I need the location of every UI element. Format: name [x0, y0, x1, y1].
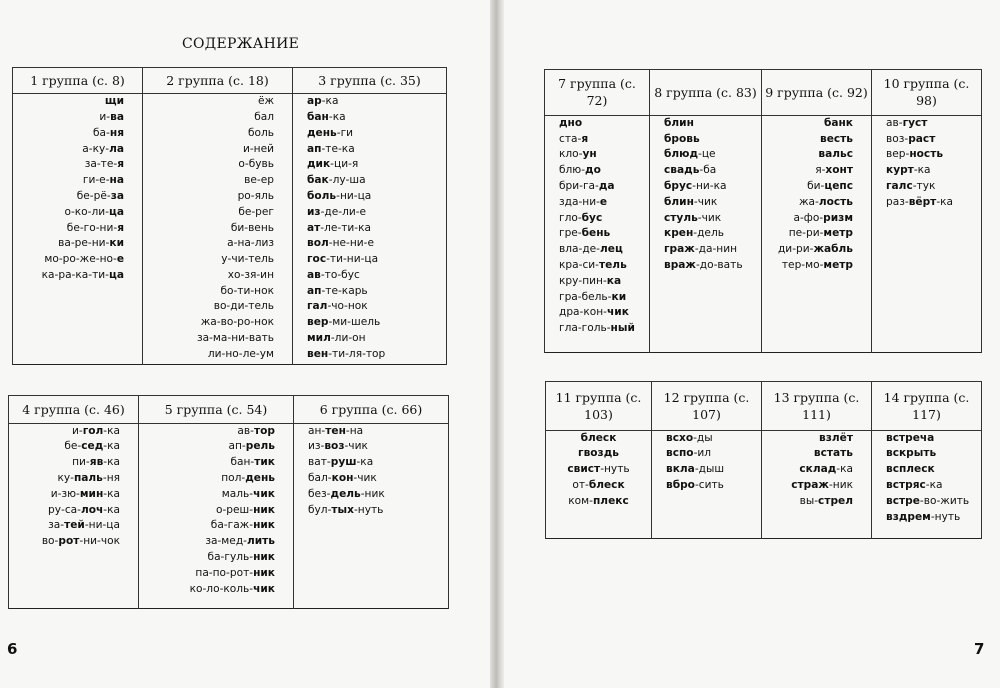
word-item: склад-ка	[799, 463, 853, 476]
word-item: кло-ун	[559, 148, 597, 161]
word-item: ба-гуль-ник	[207, 550, 275, 563]
word-item: вы-стрел	[799, 494, 853, 507]
group-word-list	[762, 115, 872, 352]
word-item: из-воз-чик	[308, 440, 368, 453]
group-header: 10 группа (с. 98)	[872, 70, 982, 116]
book-spine	[490, 0, 504, 688]
word-item: ком-плекс	[568, 494, 629, 507]
word-item: бал	[254, 110, 274, 123]
word-item: ан-тен-на	[308, 424, 364, 437]
word-item: за-мед-лить	[205, 535, 275, 548]
word-item: бо-ти-нок	[220, 284, 274, 297]
word-item: блин	[664, 116, 694, 129]
word-item: воз-раст	[886, 132, 936, 145]
group-word-list	[143, 94, 293, 365]
word-item: кру-пин-ка	[559, 274, 622, 287]
word-item: из-де-ли-е	[307, 205, 367, 218]
word-item: а-на-лиз	[227, 237, 274, 250]
word-item: гал-чо-нок	[307, 300, 368, 313]
word-item: вбро-сить	[666, 479, 724, 492]
table-header-row	[545, 70, 982, 116]
word-item: бе-рег	[238, 205, 274, 218]
word-item: ста-я	[559, 132, 589, 145]
word-item: о-ко-ли-ца	[64, 205, 124, 218]
word-item: раз-вёрт-ка	[886, 195, 954, 208]
group-header: 1 группа (с. 8)	[13, 68, 143, 94]
word-item: зда-ни-е	[559, 195, 608, 208]
word-item: взлёт	[819, 431, 853, 444]
word-item: блеск	[580, 431, 617, 444]
page-number-left: 6	[7, 640, 18, 658]
word-item: вер-ми-шель	[307, 316, 381, 329]
group-table-1-3	[12, 67, 447, 365]
word-item: без-дель-ник	[308, 487, 385, 500]
table-header-row	[9, 396, 449, 424]
table-header-row	[546, 382, 982, 431]
word-item: весть	[819, 132, 853, 145]
word-item: во-ди-тель	[213, 300, 274, 313]
word-item: пи-яв-ка	[72, 456, 120, 469]
group-table-4-6	[8, 395, 449, 609]
table-body-row	[546, 430, 982, 538]
word-item: враж-до-вать	[664, 259, 743, 272]
word-item: ги-е-на	[82, 174, 124, 187]
word-item: мо-ро-же-но-е	[44, 253, 124, 266]
group-header: 13 группа (с. 111)	[762, 382, 872, 431]
word-item: курт-ка	[886, 164, 931, 177]
word-item: пе-ри-метр	[788, 227, 853, 240]
group-header: 9 группа (с. 92)	[762, 70, 872, 116]
group-word-list	[652, 430, 762, 538]
word-item: бе-сед-ка	[64, 440, 120, 453]
word-item: бровь	[664, 132, 700, 145]
word-item: я-хонт	[815, 164, 853, 177]
group-header: 8 группа (с. 83)	[650, 70, 762, 116]
word-item: гре-бень	[559, 227, 611, 240]
word-item: стуль-чик	[664, 211, 722, 224]
word-item: хо-зя-ин	[227, 268, 274, 281]
word-item: у-чи-тель	[221, 253, 274, 266]
word-item: ар-ка	[307, 95, 339, 108]
word-item: гос-ти-ни-ца	[307, 253, 379, 266]
word-item: граж-да-нин	[664, 243, 738, 256]
word-item: от-блеск	[572, 479, 625, 492]
group-header: 5 группа (с. 54)	[139, 396, 294, 424]
word-item: брус-ни-ка	[664, 180, 727, 193]
page-number-right: 7	[974, 640, 985, 658]
word-item: дик-ци-я	[307, 158, 359, 171]
word-item: ди-ри-жабль	[777, 243, 853, 256]
word-item: вен-ти-ля-тор	[307, 347, 386, 360]
word-item: жа-во-ро-нок	[200, 316, 274, 329]
word-item: ка-ра-ка-ти-ца	[41, 268, 124, 281]
word-item: би-цепс	[807, 180, 853, 193]
group-word-list	[293, 94, 447, 365]
word-item: и-гол-ка	[71, 424, 120, 437]
word-item: встряс-ка	[886, 479, 943, 492]
word-item: и-ней	[242, 142, 274, 155]
word-item: маль-чик	[221, 487, 275, 500]
word-item: крен-дель	[664, 227, 724, 240]
word-item: свадь-ба	[664, 164, 717, 177]
word-item: ав-то-бус	[307, 268, 360, 281]
word-item: блюд-це	[664, 148, 716, 161]
page-title: СОДЕРЖАНИЕ	[182, 36, 300, 52]
word-item: ат-ле-ти-ка	[307, 221, 371, 234]
word-item: щи	[104, 95, 124, 108]
word-item: дра-кон-чик	[559, 306, 629, 319]
word-item: банк	[823, 116, 853, 129]
word-item: и-ва	[99, 110, 124, 123]
table-header-row	[13, 68, 447, 94]
word-item: вер-ность	[886, 148, 944, 161]
word-item: встре-во-жить	[886, 494, 970, 507]
group-header: 11 группа (с. 103)	[546, 382, 652, 431]
word-item: ли-но-ле-ум	[207, 347, 274, 360]
word-item: бак-лу-ша	[307, 174, 366, 187]
group-word-list	[139, 423, 294, 608]
word-item: бан-ка	[307, 110, 346, 123]
word-item: вскрыть	[886, 447, 937, 460]
word-item: бри-га-да	[559, 180, 615, 193]
word-item: ба-ня	[93, 126, 124, 139]
word-item: бал-кон-чик	[308, 471, 377, 484]
word-item: галс-тук	[886, 180, 936, 193]
word-item: ва-ре-ни-ки	[58, 237, 124, 250]
group-word-list	[872, 115, 982, 352]
word-item: гло-бус	[559, 211, 603, 224]
table-body-row	[13, 94, 447, 365]
word-item: боль-ни-ца	[307, 189, 372, 202]
word-item: о-реш-ник	[215, 503, 275, 516]
word-item: бан-тик	[230, 456, 275, 469]
group-word-list	[9, 423, 139, 608]
word-item: всхо-ды	[666, 431, 713, 444]
group-header: 12 группа (с. 107)	[652, 382, 762, 431]
word-item: гла-голь-ный	[559, 322, 635, 335]
word-item: за-ма-ни-вать	[196, 332, 274, 345]
word-item: ёж	[257, 95, 274, 108]
word-item: ку-паль-ня	[57, 471, 120, 484]
word-item: вкла-дыш	[666, 463, 725, 476]
word-item: гра-бель-ки	[559, 290, 627, 303]
group-table-11-14	[545, 381, 982, 539]
word-item: встать	[813, 447, 853, 460]
word-item: бул-тых-нуть	[308, 503, 384, 516]
word-item: жа-лость	[798, 195, 853, 208]
word-item: ав-густ	[886, 116, 928, 129]
word-item: во-рот-ни-чок	[41, 535, 120, 548]
word-item: бе-го-ни-я	[66, 221, 124, 234]
word-item: ап-те-ка	[307, 142, 355, 155]
word-item: за-тей-ни-ца	[48, 519, 120, 532]
word-item: па-по-рот-ник	[195, 566, 275, 579]
word-item: страж-ник	[791, 479, 853, 492]
word-item: за-те-я	[84, 158, 124, 171]
word-item: ру-са-лоч-ка	[48, 503, 120, 516]
word-item: блин-чик	[664, 195, 718, 208]
word-item: свист-нуть	[567, 463, 630, 476]
word-item: ап-рель	[228, 440, 275, 453]
word-item: тер-мо-метр	[781, 259, 853, 272]
group-header: 14 группа (с. 117)	[872, 382, 982, 431]
group-word-list	[546, 430, 652, 538]
word-item: а-фо-ризм	[793, 211, 853, 224]
group-header: 2 группа (с. 18)	[143, 68, 293, 94]
word-item: кра-си-тель	[559, 259, 627, 272]
word-item: вспо-ил	[666, 447, 712, 460]
word-item: день-ги	[307, 126, 354, 139]
group-word-list	[294, 423, 449, 608]
word-item: ро-яль	[237, 189, 274, 202]
word-item: ав-тор	[237, 424, 275, 437]
word-item: пол-день	[221, 471, 275, 484]
word-item: блю-до	[559, 164, 601, 177]
word-item: ап-те-карь	[307, 284, 368, 297]
word-item: а-ку-ла	[82, 142, 124, 155]
group-table-7-10	[544, 69, 982, 353]
word-item: вздрем-нуть	[886, 510, 961, 523]
word-item: вальс	[818, 148, 853, 161]
word-item: дно	[559, 116, 583, 129]
word-item: гвоздь	[578, 447, 619, 460]
group-header: 4 группа (с. 46)	[9, 396, 139, 424]
word-item: ве-ер	[244, 174, 274, 187]
word-item: ба-гаж-ник	[210, 519, 275, 532]
group-word-list	[872, 430, 982, 538]
word-item: встреча	[886, 431, 935, 444]
word-item: о-бувь	[238, 158, 274, 171]
word-item: би-вень	[230, 221, 274, 234]
word-item: бе-рё-за	[76, 189, 124, 202]
group-word-list	[13, 94, 143, 365]
table-body-row	[9, 423, 449, 608]
group-header: 6 группа (с. 66)	[294, 396, 449, 424]
group-word-list	[762, 430, 872, 538]
group-header: 3 группа (с. 35)	[293, 68, 447, 94]
word-item: вла-де-лец	[559, 243, 623, 256]
group-word-list	[650, 115, 762, 352]
group-word-list	[545, 115, 650, 352]
word-item: боль	[247, 126, 274, 139]
word-item: ват-руш-ка	[308, 456, 374, 469]
group-header: 7 группа (с. 72)	[545, 70, 650, 116]
word-item: мил-ли-он	[307, 332, 366, 345]
table-body-row	[545, 115, 982, 352]
word-item: и-зю-мин-ка	[50, 487, 120, 500]
word-item: вол-не-ни-е	[307, 237, 374, 250]
word-item: ко-ло-коль-чик	[189, 582, 275, 595]
word-item: всплеск	[886, 463, 935, 476]
